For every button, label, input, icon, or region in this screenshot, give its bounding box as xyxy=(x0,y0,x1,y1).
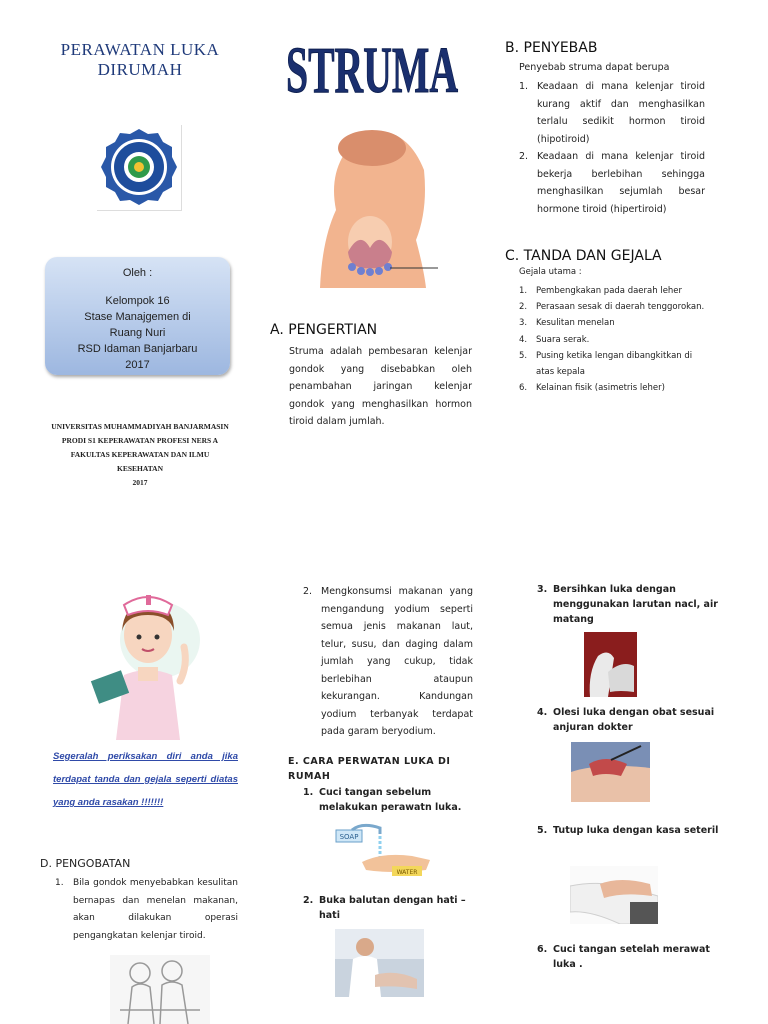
author-stase: Stase Manajgemen di Ruang Nuri xyxy=(84,311,191,339)
list-item xyxy=(519,348,709,380)
step-text: Buka balutan dengan hati – hati xyxy=(319,895,466,921)
wound-cleaning-photo xyxy=(584,632,637,697)
step-number: 5. xyxy=(537,825,548,836)
step-text: Tutup luka dengan kasa seteril xyxy=(553,825,719,836)
list-number: 5. xyxy=(519,350,528,361)
list-text: Mengkonsumsi makanan yang mengandung yodium seperti semua jenis makanan laut, telur, susu, dan daging dalam jumlah yang cukup, tidak berlebihan ataupun kekurangan. Kandungan yodium terbanyak terdapat pada garam beryodium. xyxy=(321,586,473,737)
step-number: 3. xyxy=(537,584,548,595)
list-number: 1. xyxy=(55,878,64,888)
step-number: 2. xyxy=(303,895,314,906)
care-step-3 xyxy=(537,582,723,627)
institution-line-3: FAKULTAS KEPERAWATAN DAN ILMU KESEHATAN xyxy=(70,450,210,473)
list-item xyxy=(519,332,709,348)
list-item xyxy=(519,148,705,218)
list-text: Suara serak. xyxy=(536,334,590,345)
university-logo xyxy=(97,125,182,211)
list-item xyxy=(519,283,709,299)
list-text: Pusing ketika lengan dibangkitkan di atas kepala xyxy=(536,350,693,378)
institution-line-1: UNIVERSITAS MUHAMMADIYAH BANJARMASIN xyxy=(51,422,229,431)
list-number: 2. xyxy=(303,586,313,597)
institution-block xyxy=(35,420,245,490)
list-item xyxy=(519,299,709,315)
institution-line-2: PRODI S1 KEPERAWATAN PROFESI NERS A xyxy=(61,436,219,445)
pengobatan-list-continued xyxy=(303,583,473,741)
list-text: Perasaan sesak di daerah tenggorokan. xyxy=(536,302,705,313)
main-title-text: STRUMA xyxy=(286,34,459,102)
checkup-warning: Segeralah periksakan diri anda jika terdapat tanda dan gejala seperti diatas yang anda rasakan !!!!!!! xyxy=(53,751,238,808)
tanda-heading: C. TANDA DAN GEJALA xyxy=(505,248,662,264)
list-text: Kesulitan menelan xyxy=(536,318,615,329)
step-text: Cuci tangan sebelum melakukan perawatn luka. xyxy=(319,787,462,813)
list-text: Pembengkakan pada daerah leher xyxy=(536,286,683,296)
gauze-dressing-photo xyxy=(570,866,658,924)
list-item xyxy=(55,875,238,945)
list-number: 2. xyxy=(519,302,528,313)
thyroid-neck-illustration xyxy=(306,120,438,288)
pengertian-heading: A. PENGERTIAN xyxy=(270,322,378,338)
soap-label: SOAP xyxy=(339,833,359,841)
author-hospital: RSD Idaman Banjarbaru xyxy=(77,343,198,355)
care-step-4 xyxy=(537,705,723,735)
care-step-5 xyxy=(537,823,723,838)
step-text: Bersihkan luka dengan menggunakan larutan nacl, air matang xyxy=(553,584,718,625)
pengobatan-list xyxy=(55,875,238,945)
handwashing-illustration xyxy=(332,822,434,882)
step-text: Cuci tangan setelah merawat luka . xyxy=(553,944,710,970)
list-text: Kelainan fisik (asimetris leher) xyxy=(536,383,665,394)
author-oleh: Oleh : xyxy=(122,267,153,279)
list-item xyxy=(519,315,709,331)
tanda-intro: Gejala utama : xyxy=(519,267,582,277)
list-number: 3. xyxy=(519,318,528,329)
list-item xyxy=(303,583,473,741)
author-box xyxy=(45,257,230,375)
bandage-removal-photo xyxy=(335,929,424,997)
step-number: 1. xyxy=(303,787,314,798)
list-item xyxy=(519,380,709,396)
author-year: 2017 xyxy=(125,359,150,371)
list-number: 1. xyxy=(519,286,528,296)
list-number: 2. xyxy=(519,151,529,162)
nurse-illustration xyxy=(88,585,213,740)
step-text: Olesi luka dengan obat sesuai anjuran dokter xyxy=(553,707,715,733)
list-text: Keadaan di mana kelenjar tiroid kurang aktif dan menghasilkan terlalu sedikit hormon tiroid (hipotiroid) xyxy=(537,81,705,145)
step-number: 4. xyxy=(537,707,548,718)
surgery-illustration xyxy=(110,955,210,1024)
list-number: 4. xyxy=(519,334,528,345)
care-step-1 xyxy=(303,785,489,815)
list-number: 1. xyxy=(519,81,529,92)
list-number: 6. xyxy=(519,383,528,394)
institution-year: 2017 xyxy=(132,478,148,487)
penyebab-intro: Penyebab struma dapat berupa xyxy=(519,62,670,73)
list-text: Keadaan di mana kelenjar tiroid bekerja berlebihan sehingga menghasilkan sejumlah besar hormone tiroid (hipertiroid) xyxy=(537,151,705,215)
pengertian-text: Struma adalah pembesaran kelenjar gondok yang disebabkan oleh penambahan jaringan kelenjar gondok yang menghasilkan hormon tiroid dalam jumlah. xyxy=(289,346,472,427)
author-group: Kelompok 16 xyxy=(105,295,170,307)
care-step-6 xyxy=(537,942,723,972)
main-title xyxy=(284,32,460,102)
brochure-title: PERAWATAN LUKA DIRUMAH xyxy=(60,40,220,79)
penyebab-list xyxy=(519,78,705,218)
care-step-2 xyxy=(303,893,489,923)
water-label: WATER xyxy=(396,869,418,876)
list-item xyxy=(519,78,705,148)
pengobatan-heading: D. PENGOBATAN xyxy=(40,857,131,870)
penyebab-heading: B. PENYEBAB xyxy=(505,40,598,56)
list-text: Bila gondok menyebabkan kesulitan bernapas dan menelan makanan, akan dilakukan operasi pengangkatan kelenjar tiroid. xyxy=(73,878,238,941)
tanda-list xyxy=(519,283,709,396)
ointment-application-photo xyxy=(571,742,650,802)
step-number: 6. xyxy=(537,944,548,955)
cara-heading: E. CARA PERWATAN LUKA DI RUMAH xyxy=(288,756,451,782)
